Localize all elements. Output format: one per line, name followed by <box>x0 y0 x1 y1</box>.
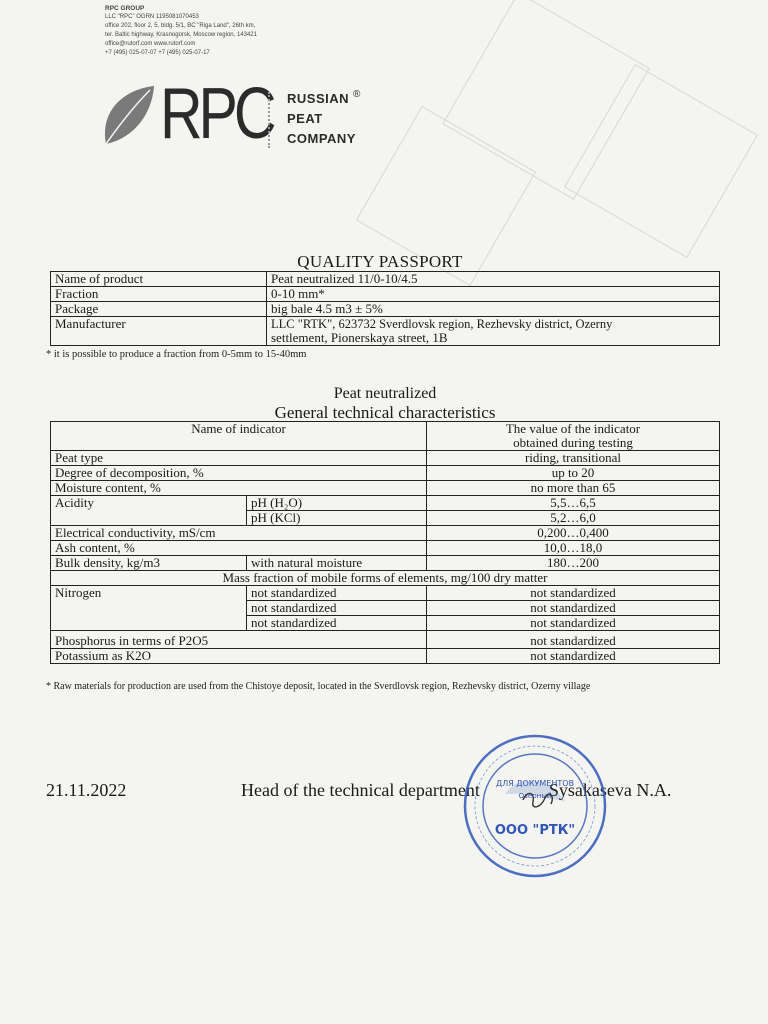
manufacturer-line: settlement, Pionerskaya street, 1B <box>271 330 448 345</box>
indicator-value: not standardized <box>427 649 720 664</box>
indicator-value: not standardized <box>427 616 720 631</box>
logo-name-line: PEAT <box>287 111 323 126</box>
table-row <box>51 302 720 317</box>
row-label: Manufacturer <box>51 317 267 346</box>
stamp-center-text: ООО "РТК" <box>494 823 576 838</box>
company-info-line: LLC "RPC" OGRN 1195081070453 <box>105 14 199 20</box>
logo-name-line: COMPANY <box>287 131 356 146</box>
table-row <box>51 556 720 571</box>
registered-mark: ® <box>353 89 361 100</box>
indicator-name: Electrical conductivity, mS/cm <box>51 526 427 541</box>
signer-name: Sysakaseva N.A. <box>548 780 672 800</box>
indicator-value: not standardized <box>427 631 720 649</box>
table-row <box>51 631 720 649</box>
logo-company-name <box>287 89 356 149</box>
table-row <box>51 466 720 481</box>
table-row <box>51 649 720 664</box>
company-group: RPC GROUP <box>105 5 145 12</box>
document-date: 21.11.2022 <box>46 780 127 800</box>
company-info <box>105 4 355 58</box>
table-row <box>51 571 720 586</box>
indicator-value: riding, transitional <box>427 451 720 466</box>
row-value: 0-10 mm* <box>267 287 720 302</box>
table-row <box>51 526 720 541</box>
table-row <box>51 481 720 496</box>
section-row: Mass fraction of mobile forms of elements, mg/100 dry matter <box>51 571 720 586</box>
column-header <box>427 422 720 451</box>
indicator-name: Peat type <box>51 451 427 466</box>
table-row <box>51 317 720 346</box>
section-title: Peat neutralized <box>333 385 437 402</box>
signature-title: Head of the technical department <box>241 780 480 800</box>
document-title: QUALITY PASSPORT <box>297 252 463 271</box>
indicator-value: not standardized <box>427 601 720 616</box>
passport-footnote: * it is possible to produce a fraction from 0-5mm to 15-40mm <box>46 349 307 360</box>
characteristics-table <box>50 421 720 664</box>
indicator-name: Bulk density, kg/m3 <box>51 556 247 571</box>
table-row <box>51 272 720 287</box>
manufacturer-line: LLC "RTK", 623732 Sverdlovsk region, Rezhevsky district, Ozerny <box>271 317 613 331</box>
row-label: Package <box>51 302 267 317</box>
table-row <box>51 586 720 601</box>
column-header: Name of indicator <box>51 422 427 451</box>
logo-wordmark: RPC <box>160 74 273 154</box>
indicator-value: no more than 65 <box>427 481 720 496</box>
row-value: Peat neutralized 11/0-10/4.5 <box>267 272 720 287</box>
company-info-line: +7 (495) 025-07-07 +7 (495) 025-07-17 <box>105 50 210 56</box>
indicator-name: Phosphorus in terms of P2O5 <box>51 631 427 649</box>
row-label: Name of product <box>51 272 267 287</box>
indicator-subname: pH (H₂O) <box>247 496 427 511</box>
indicator-subname: with natural moisture <box>247 556 427 571</box>
indicator-value: 5,5…6,5 <box>427 496 720 511</box>
passport-table <box>50 271 720 346</box>
company-info-line: ter. Baltic highway, Krasnogorsk, Moscow region, 143421 <box>105 32 257 38</box>
table-row <box>51 496 720 511</box>
indicator-name: Acidity <box>51 496 247 526</box>
row-value <box>267 317 720 346</box>
indicator-name: Moisture content, % <box>51 481 427 496</box>
indicator-subname: not standardized <box>247 616 427 631</box>
logo-divider <box>268 92 270 148</box>
indicator-value: 180…200 <box>427 556 720 571</box>
indicator-value: 0,200…0,400 <box>427 526 720 541</box>
indicator-value: not standardized <box>427 586 720 601</box>
table-header-row <box>51 422 720 451</box>
raw-materials-footnote: * Raw materials for production are used from the Chistoye deposit, located in the Sverdlovsk region, Rezhevsky district, Ozerny village <box>46 681 591 692</box>
indicator-value: up to 20 <box>427 466 720 481</box>
row-label: Fraction <box>51 287 267 302</box>
company-info-line: office 202, floor 2, 5, bldg. 5/1, BC "Riga Land", 26th km, <box>105 23 256 29</box>
company-info-line: office@rutorf.com www.rutorf.com <box>105 41 196 47</box>
indicator-name: Nitrogen <box>51 586 247 631</box>
stamp-inner-text: ДЛЯ ДОКУМЕНТОВ <box>495 779 575 788</box>
company-stamp <box>461 732 609 880</box>
column-header-line: obtained during testing <box>513 435 633 450</box>
table-row <box>51 287 720 302</box>
table-row <box>51 541 720 556</box>
column-header-line: The value of the indicator <box>505 421 641 436</box>
indicator-name: Degree of decomposition, % <box>51 466 427 481</box>
indicator-name: Potassium as K2O <box>51 649 427 664</box>
indicator-value: 10,0…18,0 <box>427 541 720 556</box>
indicator-value: 5,2…6,0 <box>427 511 720 526</box>
section-subtitle: General technical characteristics <box>274 403 496 422</box>
indicator-name: Ash content, % <box>51 541 427 556</box>
logo-name-line: RUSSIAN <box>287 91 350 106</box>
table-row <box>51 451 720 466</box>
indicator-subname: not standardized <box>247 601 427 616</box>
stamp-inner-text: Озерный <box>518 792 552 800</box>
indicator-subname: pH (KCl) <box>247 511 427 526</box>
leaf-logo-icon <box>100 84 156 146</box>
row-value: big bale 4.5 m3 ± 5% <box>267 302 720 317</box>
indicator-subname: not standardized <box>247 586 427 601</box>
